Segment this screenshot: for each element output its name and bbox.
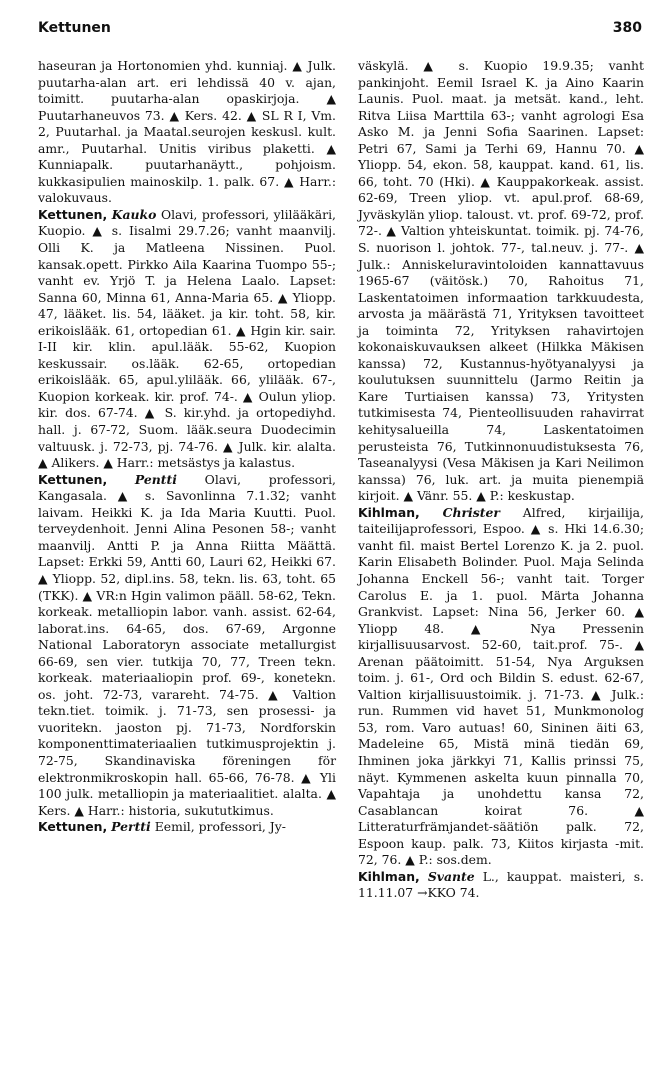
- continuation-text: [358, 58, 644, 505]
- biography-entry: [358, 505, 644, 869]
- entry-body: haseuran ja Hortonomien yhd. kunniaj. ▲ Julk. puutarha-alan art. eri lehdissä 40 v. ajan, toimitt. puutarha-alan opaskirjoja. ▲ Puutarhaneuvos 73. ▲ Kers. 42. ▲ SL R I, Vm. 2, Puutarhal. ja Maatal.seurojen keskusl. kult. amr., Puutarhal. Unitis viribus plaketti. ▲ Kunniapalk. puutarhanäytt., pohjoism. kukkasipulien mainoskilp. 1. palk. 67. ▲ Harr.: valokuvaus.: [38, 58, 336, 206]
- page-header: [38, 20, 642, 42]
- left-column: [38, 58, 336, 836]
- entry-body: Olavi, professori, Kangasala. ▲ s. Savonlinna 7.1.32; vanht laivam. Heikki K. ja Ida Maria Kuutti. Puol. terveydenhoit. Jenni Alina Pesonen 58-; vanht maanvilj. Antti P. ja Anna Riitta Määttä. Lapset: Erkki 59, Antti 60, Lauri 62, Heikki 67. ▲ Yliopp. 52, dipl.ins. 58, tekn. lis. 63, toht. 65 (TKK). ▲ VR:n Hgin valimon pääll. 58-62, Tekn. korkeak. metalliopin labor. vanh. assist. 62-64, laborat.ins. 64-65, dos. 67-69, Argonne National Laboratoryn associate metallurgist 66-69, sen vier. tutkija 70, 77, Treen tekn. korkeak. materiaaliopin prof. 69-, konetekn. os. joht. 72-73, varareht. 74-75. ▲ Valtion tekn.tiet. toimik. j. 71-73, sen prosessi- ja vuoritekn. jaoston pj. 71-73, Nordforskin komponenttimateriaalien tutkimusprojektin j. 72-75, Skandinaviska föreningen för elektronmikroskopin hall. 65-66, 76-78. ▲ Yli 100 julk. metalliopin ja materiaalitiet. alalta. ▲ Kers. ▲ Harr.: historia, sukututkimus.: [38, 471, 336, 818]
- biography-entry: [38, 472, 336, 819]
- biography-entry: [358, 869, 644, 902]
- entry-body: Eemil, professori, Jy-: [154, 819, 286, 835]
- running-head: Kettunen: [38, 20, 111, 36]
- entry-body: L., kauppat. maisteri, s. 11.11.07 →KKO 74.: [358, 868, 644, 901]
- entry-surname: Kettunen,: [38, 206, 108, 222]
- biography-entry: [38, 207, 336, 472]
- entry-body: väskylä. ▲ s. Kuopio 19.9.35; vanht pankinjoht. Eemil Israel K. ja Aino Kaarin Launis. Puol. maat. ja metsät. kand., leht. Ritva Liisa Marttila 63-; vanht agrologi Esa Asko M. ja Jenni Sofia Saarinen. Lapset: Petri 67, Sami ja Terhi 69, Hannu 70. ▲ Yliopp. 54, ekon. 58, kauppat. kand. 61, lis. 66, toht. 70 (Hki). ▲ Kauppakorkeak. assist. 62-69, Treen yliop. vt. apul.prof. 68-69, Jyväskylän yliop. taloust. vt. prof. 69-72, prof. 72-. ▲ Valtion yhteiskuntat. toimik. pj. 74-76, S. nuorison l. johtok. 77-, tal.neuv. j. 77-. ▲ Julk.: Anniskeluravintoloiden kannattavuus 1965-67 (väitösk.) 70, Rahoitus 71, Laskentatoimen informaation tarkkuudesta, arvosta ja määrästä 71, Yrityksen tavoitteet ja toiminta 72, Yrityksen rahavirtojen kokonaiskuvauksen alkeet (Hilkka Mäkisen kanssa) 72, Kustannus-hyötyanalyysi ja koulutuksen suunnittelu (Jarmo Reitin ja Kare Turtiaisen kanssa) 73, Yritysten tutkimisesta 74, Pienteollisuuden rahavirrat kehitysalueilla 74, Laskentatoimen perusteista 76, Tutkinnonuudistuksesta 76, Taseanalyysi (Vesa Mäkisen ja Kari Neilimon kanssa) 76, luk. art. ja muita pienempiä kirjoit. ▲ Vänr. 55. ▲ P.: keskustap.: [358, 58, 644, 504]
- entry-surname: Kihlman,: [358, 868, 420, 884]
- entry-surname: Kettunen,: [38, 819, 108, 835]
- entry-body: Olavi, professori, ylilääkäri, Kuopio. ▲ s. Iisalmi 29.7.26; vanht maanvilj. Olli K. ja Matleena Nissinen. Puol. kansak.opett. Pirkko Aila Kaarina Tuompo 55-; vanht ev. Yrjö T. ja Helena Laalo. Lapset: Sanna 60, Minna 61, Anna-Maria 65. ▲ Yliopp. 47, lääket. lis. 54, lääket. ja kir. toht. 58, kir. erikoislääk. 61, ortopedian 61. ▲ Hgin kir. sair. I-II kir. klin. apul.lääk. 55-62, Kuopion keskussair. os.lääk. 62-65, ortopedian erikoislääk. 65, apul.ylilääk. 66, ylilääk. 67-, Kuopion korkeak. kir. prof. 74-. ▲ Oulun yliop. kir. dos. 67-74. ▲ S. kir.yhd. ja ortopediyhd. hall. j. 67-72, Suom. lääk.seura Duodecimin valtuusk. j. 72-73, pj. 74-76. ▲ Julk. kir. alalta. ▲ Alikers. ▲ Harr.: metsästys ja kalastus.: [38, 206, 336, 471]
- biography-entry: [38, 819, 336, 836]
- entry-surname: Kettunen,: [38, 471, 108, 487]
- entry-given-name: Christer: [442, 504, 500, 520]
- entry-surname: Kihlman,: [358, 504, 420, 520]
- entry-given-name: Kauko: [111, 206, 157, 222]
- continuation-text: [38, 58, 336, 207]
- entry-given-name: Svante: [427, 868, 475, 884]
- entry-given-name: Pertti: [111, 819, 151, 835]
- entry-body: Alfred, kirjailija, taiteilijaprofessori, Espoo. ▲ s. Hki 14.6.30; vanht fil. maist Bertel Lorenzo K. ja 2. puol. Karin Elisabeth Bolinder. Puol. Maja Selinda Johanna Enckell 56-; vanht tait. Torger Carolus E. ja 1. puol. Märta Johanna Grankvist. Lapset: Nina 56, Jerker 60. ▲ Yliopp 48. ▲ Nya Pressenin kirjallisuusarvost. 52-60, tait.prof. 75-. ▲ Arenan päätoimitt. 51-54, Nya Arguksen toim. j. 61-, Ord och Bildin S. edust. 62-67, Valtion kirjallisuustoimik. j. 71-73. ▲ Julk.: run. Rummen vid havet 51, Munkmonolog 53, rom. Varo autuas! 60, Sininen äiti 63, Madeleine 65, Mistä minä tiedän 69, Ihminen joka järkkyi 71, Kallis prinssi 75, näyt. Kymmenen askelta kuun pinnalla 70, Vapahtaja ja unohdettu kansa 72, Casablancan koirat 76. ▲ Litteraturfrämjandet-säätiön palk. 72, Espoon kaup. palk. 73, Kiitos kirjasta -mit. 72, 76. ▲ P.: sos.dem.: [358, 504, 644, 868]
- page-number: 380: [612, 20, 642, 36]
- entry-given-name: Pentti: [134, 471, 177, 487]
- right-column: [358, 58, 644, 902]
